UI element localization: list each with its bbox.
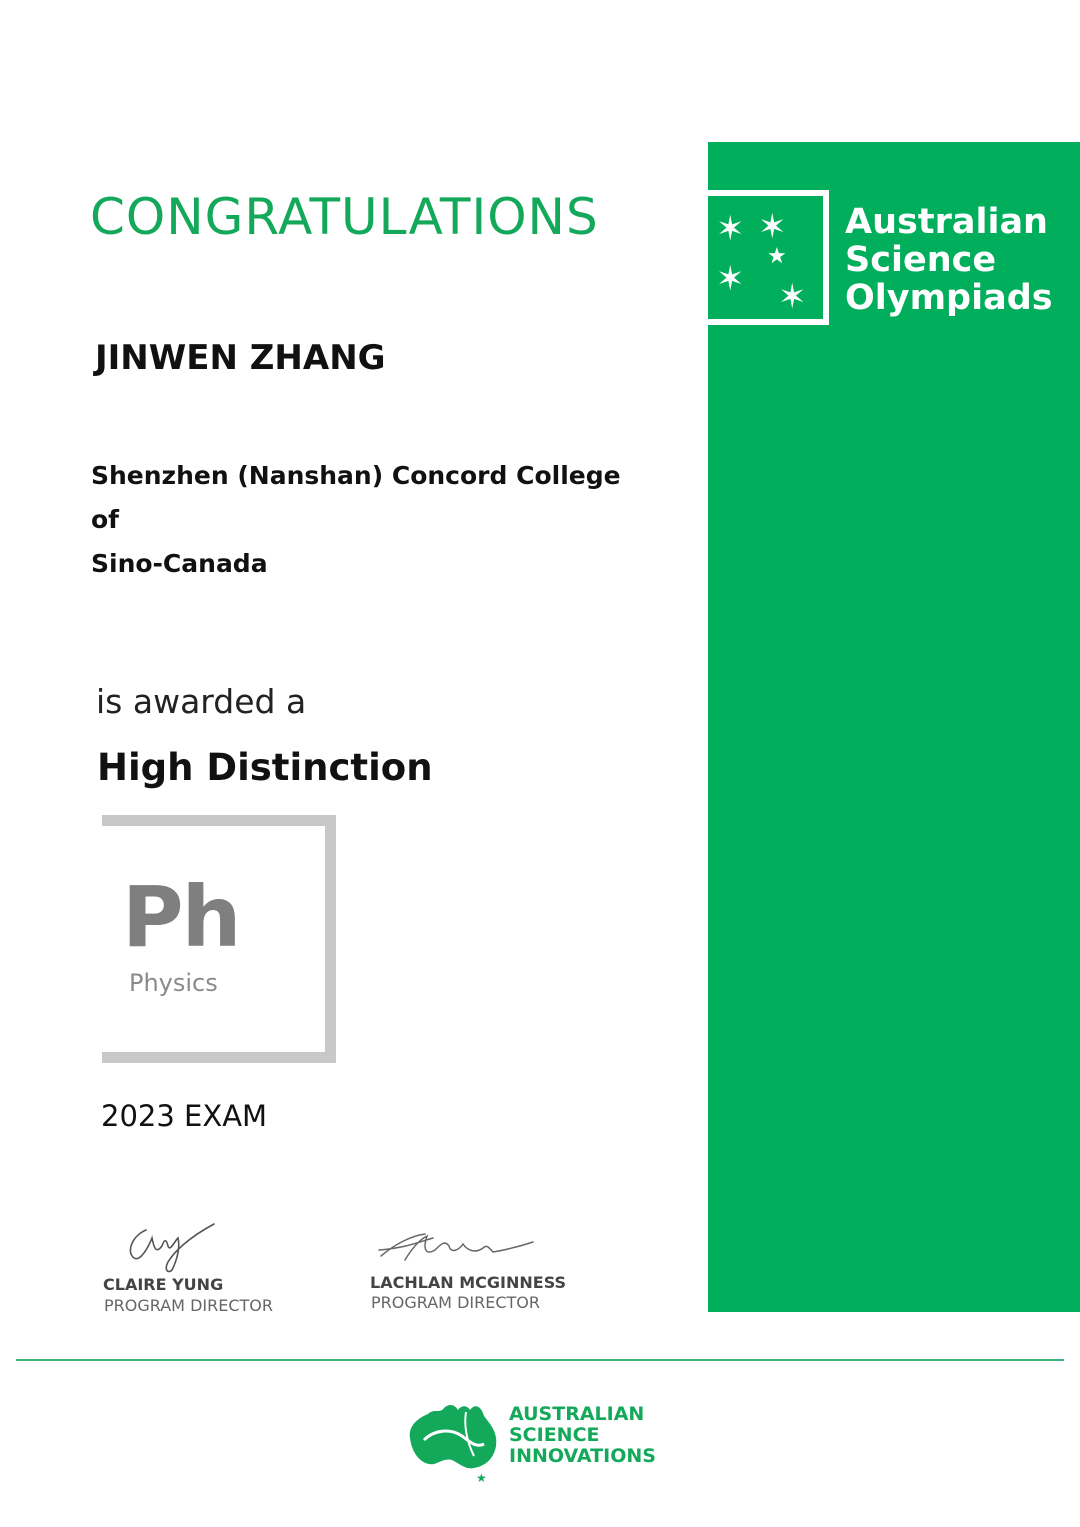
signatory-2-title: PROGRAM DIRECTOR (371, 1293, 540, 1312)
star-icon: ✶ (778, 277, 807, 317)
footer-org-line-1: AUSTRALIAN (509, 1403, 645, 1425)
star-icon: ✶ (716, 209, 745, 249)
awarded-text: is awarded a (96, 682, 307, 721)
footer-org-line-3: INNOVATIONS (509, 1445, 656, 1467)
subject-name: Physics (129, 969, 218, 997)
signatory-1-name: CLAIRE YUNG (103, 1275, 224, 1294)
signatory-1-title: PROGRAM DIRECTOR (104, 1296, 273, 1315)
footer-org-line-2: SCIENCE (509, 1424, 600, 1446)
award-level: High Distinction (97, 746, 433, 789)
footer-divider (16, 1359, 1064, 1361)
brand-logo-text (845, 203, 1053, 317)
brand-line-3: Olympiads (845, 278, 1053, 318)
brand-line-2: Science (845, 240, 997, 280)
star-icon: ★ (767, 244, 787, 269)
school-name-line1: Shenzhen (Nanshan) Concord College of (91, 461, 621, 534)
australia-map-icon (404, 1400, 502, 1484)
star-icon: ✶ (716, 259, 745, 299)
svg-text:★: ★ (476, 1471, 487, 1484)
signature-claire-yung (118, 1218, 228, 1278)
certificate-heading: CONGRATULATIONS (90, 188, 599, 246)
school-name-line2: Sino-Canada (91, 549, 268, 578)
signatory-2-name: LACHLAN MCGINNESS (370, 1273, 567, 1292)
southern-cross-stars-icon (708, 190, 829, 325)
school-name (91, 454, 651, 586)
recipient-name: JINWEN ZHANG (95, 338, 386, 378)
signature-lachlan-mcginness (375, 1226, 540, 1270)
star-icon: ✶ (758, 207, 787, 247)
footer-org-logo-text (509, 1404, 656, 1467)
brand-line-1: Australian (845, 202, 1048, 242)
exam-year: 2023 EXAM (101, 1099, 268, 1133)
subject-symbol: Ph (122, 868, 240, 966)
